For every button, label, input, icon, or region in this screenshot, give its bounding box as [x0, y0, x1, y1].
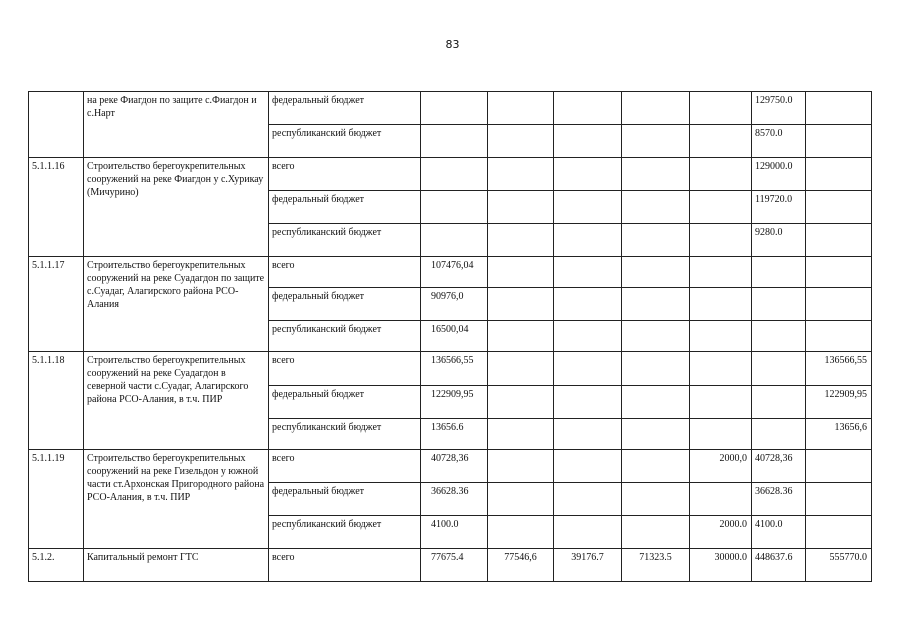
value-cell	[806, 257, 872, 288]
value-cell: 136566,55	[421, 352, 488, 386]
value-cell	[488, 224, 554, 257]
value-cell	[622, 288, 690, 321]
value-cell	[622, 386, 690, 419]
value-cell: 13656.6	[421, 419, 488, 450]
value-cell	[752, 419, 806, 450]
value-cell	[421, 125, 488, 158]
value-cell	[488, 125, 554, 158]
value-cell: 77675.4	[421, 549, 488, 582]
value-cell	[622, 191, 690, 224]
value-cell	[752, 321, 806, 352]
value-cell	[488, 419, 554, 450]
value-cell: 71323.5	[622, 549, 690, 582]
funding-source: всего	[269, 352, 421, 386]
value-cell	[806, 125, 872, 158]
value-cell: 36628.36	[421, 483, 488, 516]
activity-name: Строительство берегоукрепительных сооружений на реке Гизельдон у южной части ст.Архонская Пригородного района РСО-Алания, в т.ч. ПИР	[84, 450, 269, 549]
value-cell	[488, 321, 554, 352]
value-cell	[622, 450, 690, 483]
table-row	[29, 158, 872, 191]
value-cell	[690, 257, 752, 288]
value-cell	[690, 224, 752, 257]
value-cell	[622, 483, 690, 516]
funding-source: всего	[269, 549, 421, 582]
value-cell: 448637.6	[752, 549, 806, 582]
funding-source: федеральный бюджет	[269, 92, 421, 125]
value-cell	[421, 92, 488, 125]
activity-code: 5.1.2.	[29, 549, 84, 582]
funding-source: всего	[269, 450, 421, 483]
activity-code: 5.1.1.16	[29, 158, 84, 257]
budget-table	[28, 91, 872, 582]
value-cell	[554, 125, 622, 158]
value-cell	[488, 191, 554, 224]
activity-name: Строительство берегоукрепительных сооружений на реке Фиагдон у с.Хурикау (Мичурино)	[84, 158, 269, 257]
value-cell	[690, 92, 752, 125]
funding-source: республиканский бюджет	[269, 125, 421, 158]
funding-source: всего	[269, 257, 421, 288]
value-cell: 36628.36	[752, 483, 806, 516]
value-cell: 8570.0	[752, 125, 806, 158]
activity-name: Капитальный ремонт ГТС	[84, 549, 269, 582]
value-cell	[690, 321, 752, 352]
value-cell: 119720.0	[752, 191, 806, 224]
value-cell	[488, 516, 554, 549]
activity-code: 5.1.1.18	[29, 352, 84, 450]
value-cell	[554, 224, 622, 257]
value-cell: 129750.0	[752, 92, 806, 125]
value-cell	[554, 419, 622, 450]
value-cell: 90976,0	[421, 288, 488, 321]
value-cell	[752, 257, 806, 288]
activity-code: 5.1.1.19	[29, 450, 84, 549]
value-cell	[690, 288, 752, 321]
funding-source: всего	[269, 158, 421, 191]
value-cell: 13656,6	[806, 419, 872, 450]
value-cell	[554, 386, 622, 419]
table-row	[29, 92, 872, 125]
value-cell	[806, 450, 872, 483]
funding-source: республиканский бюджет	[269, 224, 421, 257]
funding-source: федеральный бюджет	[269, 386, 421, 419]
funding-source: федеральный бюджет	[269, 288, 421, 321]
value-cell	[806, 516, 872, 549]
value-cell: 30000.0	[690, 549, 752, 582]
value-cell: 555770.0	[806, 549, 872, 582]
value-cell: 4100.0	[752, 516, 806, 549]
value-cell: 39176.7	[554, 549, 622, 582]
value-cell	[488, 288, 554, 321]
value-cell: 136566,55	[806, 352, 872, 386]
value-cell	[554, 92, 622, 125]
value-cell	[806, 92, 872, 125]
value-cell	[622, 224, 690, 257]
value-cell	[488, 92, 554, 125]
value-cell	[554, 158, 622, 191]
value-cell	[554, 352, 622, 386]
value-cell	[690, 158, 752, 191]
value-cell	[488, 257, 554, 288]
value-cell	[554, 483, 622, 516]
value-cell	[488, 450, 554, 483]
value-cell	[806, 483, 872, 516]
value-cell	[488, 386, 554, 419]
value-cell: 77546,6	[488, 549, 554, 582]
value-cell: 122909,95	[806, 386, 872, 419]
funding-source: республиканский бюджет	[269, 321, 421, 352]
activity-code: 5.1.1.17	[29, 257, 84, 352]
table-row	[29, 257, 872, 288]
value-cell	[690, 352, 752, 386]
value-cell	[752, 386, 806, 419]
value-cell	[421, 191, 488, 224]
value-cell	[554, 191, 622, 224]
value-cell	[488, 483, 554, 516]
value-cell	[690, 483, 752, 516]
value-cell	[622, 321, 690, 352]
funding-source: федеральный бюджет	[269, 191, 421, 224]
value-cell	[690, 386, 752, 419]
value-cell	[421, 158, 488, 191]
page-number: 83	[445, 38, 460, 51]
value-cell	[806, 288, 872, 321]
value-cell	[554, 450, 622, 483]
value-cell	[554, 257, 622, 288]
value-cell: 2000.0	[690, 516, 752, 549]
table-row	[29, 352, 872, 386]
funding-source: республиканский бюджет	[269, 516, 421, 549]
activity-code	[29, 92, 84, 158]
table-row	[29, 450, 872, 483]
funding-source: федеральный бюджет	[269, 483, 421, 516]
table-row	[29, 549, 872, 582]
value-cell	[806, 158, 872, 191]
activity-name: Строительство берегоукрепительных сооружений на реке Суадагдон в северной части с.Суадаг, Алагирского района РСО-Алания, в т.ч. ПИР	[84, 352, 269, 450]
value-cell: 16500,04	[421, 321, 488, 352]
value-cell	[622, 92, 690, 125]
value-cell	[622, 158, 690, 191]
value-cell: 9280.0	[752, 224, 806, 257]
value-cell: 129000.0	[752, 158, 806, 191]
value-cell	[421, 224, 488, 257]
value-cell	[690, 191, 752, 224]
value-cell: 122909,95	[421, 386, 488, 419]
value-cell	[622, 257, 690, 288]
funding-source: республиканский бюджет	[269, 419, 421, 450]
value-cell	[752, 288, 806, 321]
activity-name: Строительство берегоукрепительных сооружений на реке Суадагдон по защите с.Суадаг, Алагирского района РСО-Алания	[84, 257, 269, 352]
value-cell	[488, 158, 554, 191]
value-cell	[806, 224, 872, 257]
value-cell	[752, 352, 806, 386]
value-cell	[554, 516, 622, 549]
value-cell	[690, 419, 752, 450]
value-cell	[554, 288, 622, 321]
value-cell	[690, 125, 752, 158]
value-cell: 107476,04	[421, 257, 488, 288]
value-cell	[622, 516, 690, 549]
activity-name: на реке Фиагдон по защите с.Фиагдон и с.Нарт	[84, 92, 269, 158]
value-cell: 40728,36	[752, 450, 806, 483]
value-cell: 4100.0	[421, 516, 488, 549]
value-cell	[622, 352, 690, 386]
value-cell	[622, 125, 690, 158]
value-cell: 2000,0	[690, 450, 752, 483]
value-cell: 40728,36	[421, 450, 488, 483]
value-cell	[622, 419, 690, 450]
value-cell	[488, 352, 554, 386]
value-cell	[554, 321, 622, 352]
value-cell	[806, 191, 872, 224]
value-cell	[806, 321, 872, 352]
